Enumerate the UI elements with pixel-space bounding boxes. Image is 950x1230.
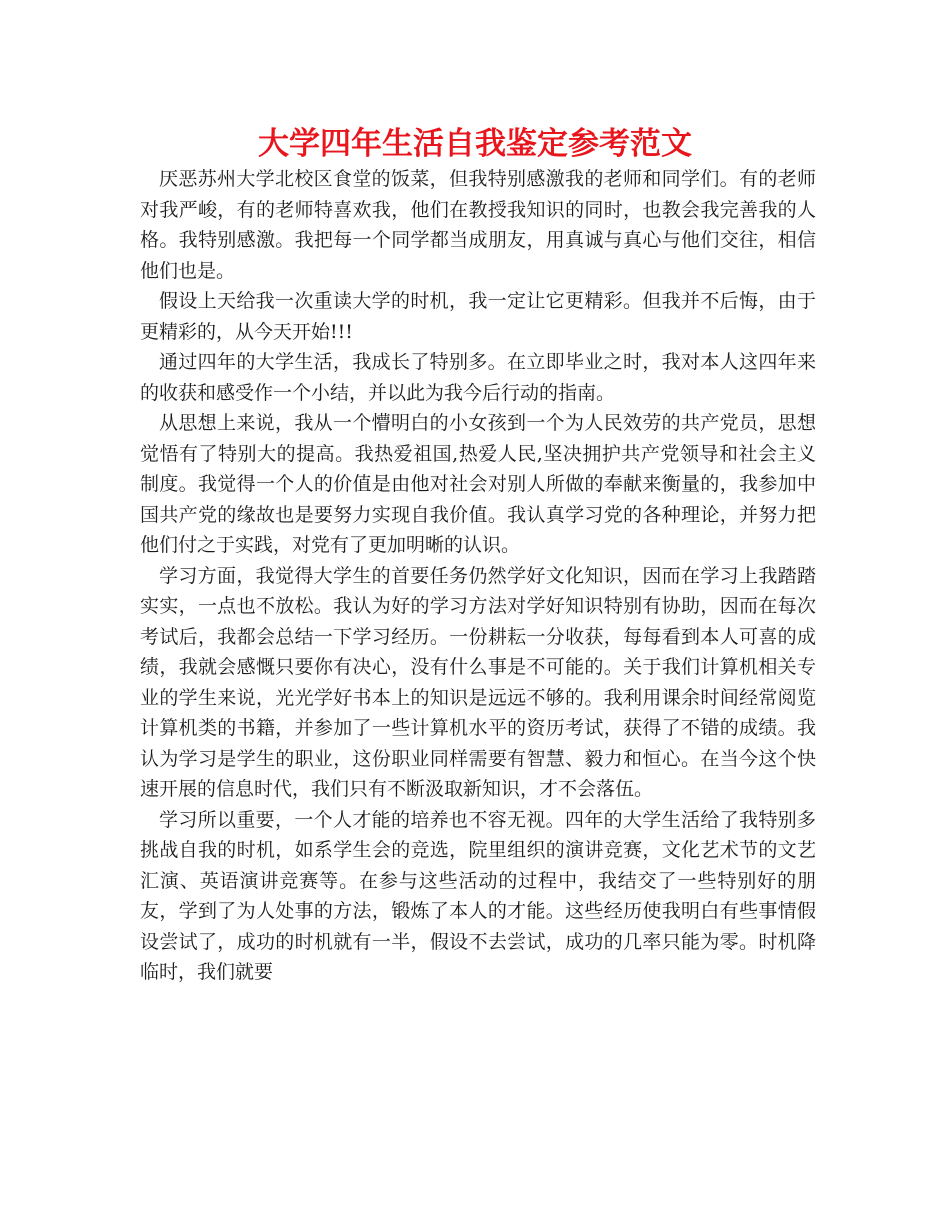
paragraph: 厌恶苏州大学北校区食堂的饭菜，但我特别感激我的老师和同学们。有的老师对我严峻，有的老师特喜欢我，他们在教授我知识的同时，也教会我完善我的人格。我特别感激。我把每一个同学都当成朋友，用真诚与真心与他们交往，相信他们也是。 bbox=[140, 168, 816, 282]
paragraph: 通过四年的大学生活，我成长了特别多。在立即毕业之时，我对本人这四年来的收获和感受作一个小结，并以此为我今后行动的指南。 bbox=[140, 351, 816, 404]
paragraph: 从思想上来说，我从一个懵明白的小女孩到一个为人民效劳的共产党员，思想觉悟有了特别大的提高。我热爱祖国,热爱人民,坚决拥护共产党领导和社会主义制度。我觉得一个人的价值是由他对社会对别人所做的奉献来衡量的，我参加中国共产党的缘故也是要努力实现自我价值。我认真学习党的各种理论，并努力把他们付之于实践，对党有了更加明晰的认识。 bbox=[140, 412, 816, 556]
document-title: 大学四年生活自我鉴定参考范文 bbox=[258, 126, 692, 162]
paragraph: 学习方面，我觉得大学生的首要任务仍然学好文化知识，因而在学习上我踏踏实实，一点也不放松。我认为好的学习方法对学好知识特别有协助，因而在每次考试后，我都会总结一下学习经历。一份耕耘一分收获，每每看到本人可喜的成绩，我就会感慨只要你有决心，没有什么事是不可能的。关于我们计算机相关专业的学生来说，光光学好书本上的知识是远远不够的。我利用课余时间经常阅览计算机类的书籍，并参加了一些计算机水平的资历考试，获得了不错的成绩。我认为学习是学生的职业，这份职业同样需要有智慧、毅力和恒心。在当今这个快速开展的信息时代，我们只有不断汲取新知识，才不会落伍。 bbox=[140, 564, 816, 800]
paragraph: 假设上天给我一次重读大学的时机，我一定让它更精彩。但我并不后悔，由于更精彩的，从今天开始!!! bbox=[140, 290, 816, 343]
paragraph: 学习所以重要，一个人才能的培养也不容无视。四年的大学生活给了我特别多挑战自我的时机，如系学生会的竞选，院里组织的演讲竞赛，文化艺术节的文艺汇演、英语演讲竞赛等。在参与这些活动的过程中，我结交了一些特别好的朋友，学到了为人处事的方法，锻炼了本人的才能。这些经历使我明白有些事情假设尝试了，成功的时机就有一半，假设不去尝试，成功的几率只能为零。时机降临时，我们就要 bbox=[140, 808, 816, 983]
document-body bbox=[140, 164, 816, 988]
